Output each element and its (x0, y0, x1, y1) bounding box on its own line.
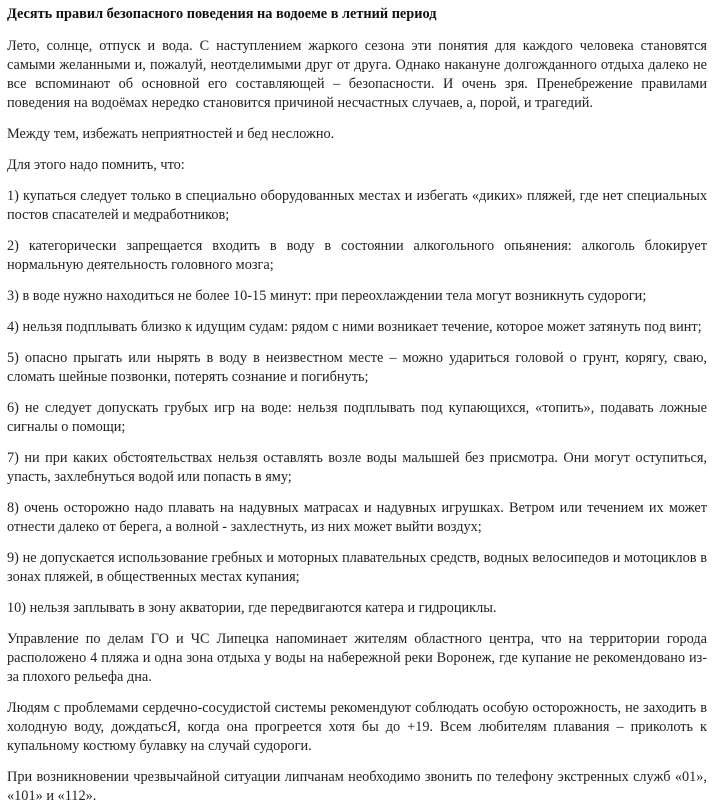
rule-item: 10) нельзя заплывать в зону акватории, где передвигаются катера и гидроциклы. (7, 600, 497, 616)
rule-item: 4) нельзя подплывать близко к идущим судам: рядом с ними возникает течение, которое может затянуть под винт; (7, 319, 702, 335)
article-title: Десять правил безопасного поведения на водоеме в летний период (7, 6, 437, 22)
rule-item: 3) в воде нужно находиться не более 10-15 минут: при переохлаждении тела могут возникнуть судороги; (7, 288, 647, 304)
rule-item: 2) категорически запрещается входить в воду в состоянии алкогольного опьянения: алкоголь блокирует нормальную деятельность головного мозга; (7, 238, 707, 273)
rule-item: 1) купаться следует только в специально оборудованных местах и избегать «диких» пляжей, где нет специальных постов спасателей и медработников; (7, 188, 707, 223)
rule-item: 6) не следует допускать грубых игр на воде: нельзя подплывать под купающихся, «топить», подавать ложные сигналы о помощи; (7, 400, 707, 435)
rule-item: 9) не допускается использование гребных и моторных плавательных средств, водных велосипедов и мотоциклов в зонах пляжей, в общественных местах купания; (7, 550, 707, 585)
rule-item: 8) очень осторожно надо плавать на надувных матрасах и надувных игрушках. Ветром или течением их может отнести далеко от берега, а волной - захлестнуть, из них может выйти воздух; (7, 500, 707, 535)
advice-paragraph: Людям с проблемами сердечно-сосудистой системы рекомендуют соблюдать особую осторожность, не заходить в холодную воду, дождатьсЯ, когда она прогреется хотя бы до +19. Всем любителям плавания – приколоть к купальному костюму булавку на случай судороги. (7, 700, 707, 754)
notice-paragraph: Управление по делам ГО и ЧС Липецка напоминает жителям областного центра, что на территории города расположено 4 пляжа и одна зона отдыха у воды на набережной реки Воронеж, где купание не рекомендовано из-за плохого рельефа дна. (7, 631, 707, 685)
lead-paragraph-2: Для этого надо помнить, что: (7, 157, 185, 173)
rule-item: 5) опасно прыгать или нырять в воду в неизвестном месте – можно удариться головой о грунт, корягу, сваю, сломать шейные позвонки, потерять сознание и погибнуть; (7, 350, 707, 385)
lead-paragraph: Между тем, избежать неприятностей и бед несложно. (7, 126, 335, 142)
emergency-paragraph: При возникновении чрезвычайной ситуации липчанам необходимо звонить по телефону экстренных служб «01», «101» и «112». (7, 769, 707, 804)
rule-item: 7) ни при каких обстоятельствах нельзя оставлять возле воды малышей без присмотра. Они могут оступиться, упасть, захлебнуться водой или попасть в яму; (7, 450, 707, 485)
intro-paragraph: Лето, солнце, отпуск и вода. С наступлением жаркого сезона эти понятия для каждого человека становятся самыми желанными и, пожалуй, неотделимыми друг от друга. Однако накануне долгожданного отдыха далеко не все вспоминают об основной его составляющей – безопасности. И очень зря. Пренебрежение правилами поведения на водоёмах нередко становится причиной несчастных случаев, а, порой, и трагедий. (7, 38, 707, 111)
